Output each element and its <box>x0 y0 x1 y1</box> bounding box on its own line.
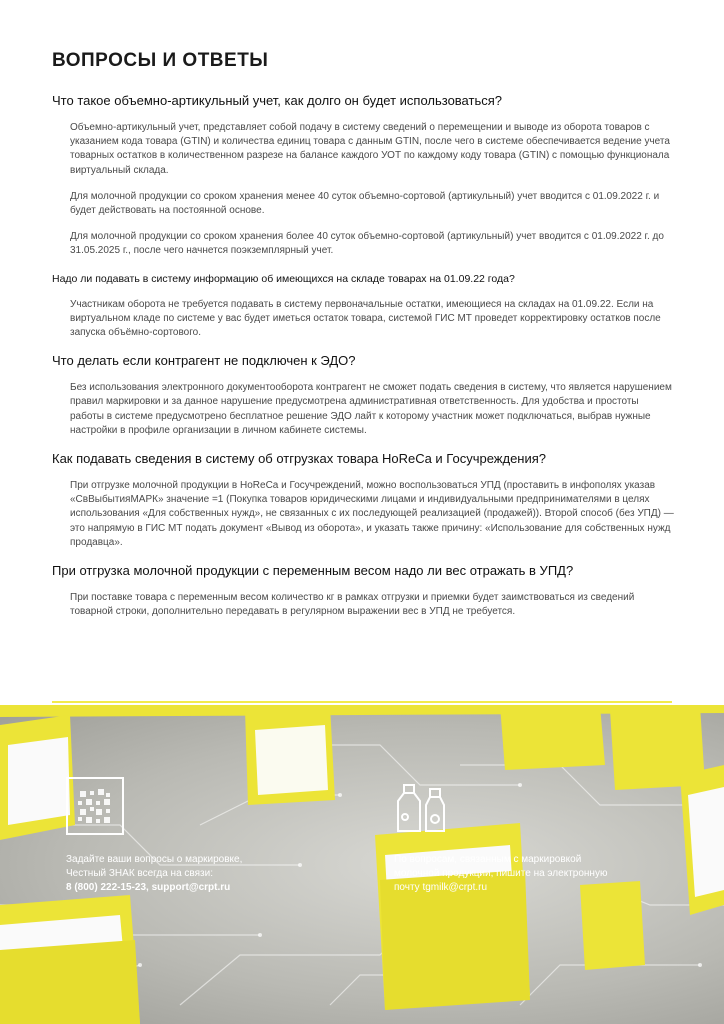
contact-line: По вопросам, связанным с маркировкой <box>394 854 582 865</box>
contact-line: Честный ЗНАК всегда на связи: <box>66 868 213 879</box>
faq-question: Надо ли подавать в систему информацию об имеющихся на складе товарах на 01.09.22 года? <box>52 272 515 285</box>
milk-products-icon <box>390 775 452 837</box>
faq-question: Как подавать сведения в систему об отгрузках товара HoReCa и Госучреждения? <box>52 451 547 467</box>
faq-answer: Для молочной продукции со сроком хранения более 40 суток объемно-сортовой (артикульный) учет вводится с 01.09.2022 г. до 31.05.2025 г., после чего начнется поэкземплярный учет. <box>70 231 664 257</box>
qr-code-icon <box>66 777 124 835</box>
folder-icon <box>500 705 605 770</box>
page-title: ВОПРОСЫ И ОТВЕТЫ <box>52 50 269 71</box>
support-contact-text <box>66 853 296 895</box>
faq-answer: Объемно-артикульный учет, представляет собой подачу в систему сведений о перемещении и выводе из оборота товаров с указанием кода товара (GTIN) и количества единиц товара с данным GTIN, после чего в системе обеспечивается ведение учета товарных остатков в количественном разрезе на балансе каждого УОТ по каждому коду товара (GTIN) с помощью функционала виртуальный склада. <box>70 122 670 176</box>
faq-question: При отгрузка молочной продукции с переменным весом надо ли вес отражать в УПД? <box>52 563 574 579</box>
faq-item-5 <box>52 562 674 619</box>
faq-answer: При поставке товара с переменным весом количество кг в рамках отгрузки и приемки будет заимствоваться из сведений товарной строки, дополнительно передавать в регулярном выражении вес в УПД не требуется. <box>70 592 635 618</box>
folder-icon <box>680 765 724 915</box>
faq-answer: При отгрузке молочной продукции в HoReCa и Госучреждений, можно воспользоваться УПД (проставить в инфополях указав «СвВыбытияМАРК» значение =1 (Покупка товаров юридическими лицами и индивидуальными предпринимателями в целях использования «Для собственных нужд», не связанных с их последующей реализацией (продажей)). Второй способ (без УПД) — это напрямую в ГИС МТ подать документ «Вывод из оборота», и указать также причину: «Использование для собственных нужд продавца». <box>70 480 674 548</box>
faq-item-1 <box>52 92 674 259</box>
folder-icon <box>375 823 530 1010</box>
faq-item-4 <box>52 450 674 550</box>
milk-contact-text <box>394 853 674 895</box>
contact-email: почту tgmilk@crpt.ru <box>394 882 488 893</box>
folder-icon <box>0 715 75 840</box>
faq-section <box>52 92 674 631</box>
folder-icon <box>0 895 140 1024</box>
contact-line: Задайте ваши вопросы о маркировке, <box>66 854 243 865</box>
footer-banner <box>0 705 724 1024</box>
support-phone-email: 8 (800) 222-15-23, support@crpt.ru <box>66 882 231 893</box>
faq-answer: Участникам оборота не требуется подавать в систему первоначальные остатки, имеющиеся на складах на 01.09.22. Если на виртуальном кладе по системе у вас будет иметься остаток товара, системой ГИС МТ проведет корректировку остатков после запуска объёмно-сортового. <box>70 298 661 339</box>
faq-answer: Без использования электронного документооборота контрагент не сможет подать сведения в систему, что является нарушением правил маркировки и за данное нарушение предусмотрена административная ответственность. Для удобства и простоты работы в системе предусмотрено бесплатное решение ЭДО лайт к которому участник может подключаться, выбрав нужные настройки в профиле организации в личном кабинете системы. <box>70 382 672 436</box>
faq-item-2 <box>52 271 674 341</box>
section-divider <box>52 701 672 703</box>
faq-item-3 <box>52 352 674 438</box>
folder-icon <box>245 705 335 805</box>
contact-line: молочной продукции, пишите на электронную <box>394 868 608 879</box>
faq-answer: Для молочной продукции со сроком хранения менее 40 суток объемно-сортовой (артикульный) учет вводится с 01.09.2022 г. и будет действовать на постоянной основе. <box>70 190 660 217</box>
faq-question: Что делать если контрагент не подключен к ЭДО? <box>52 353 356 369</box>
faq-question: Что такое объемно-артикульный учет, как долго он будет использоваться? <box>52 93 502 108</box>
